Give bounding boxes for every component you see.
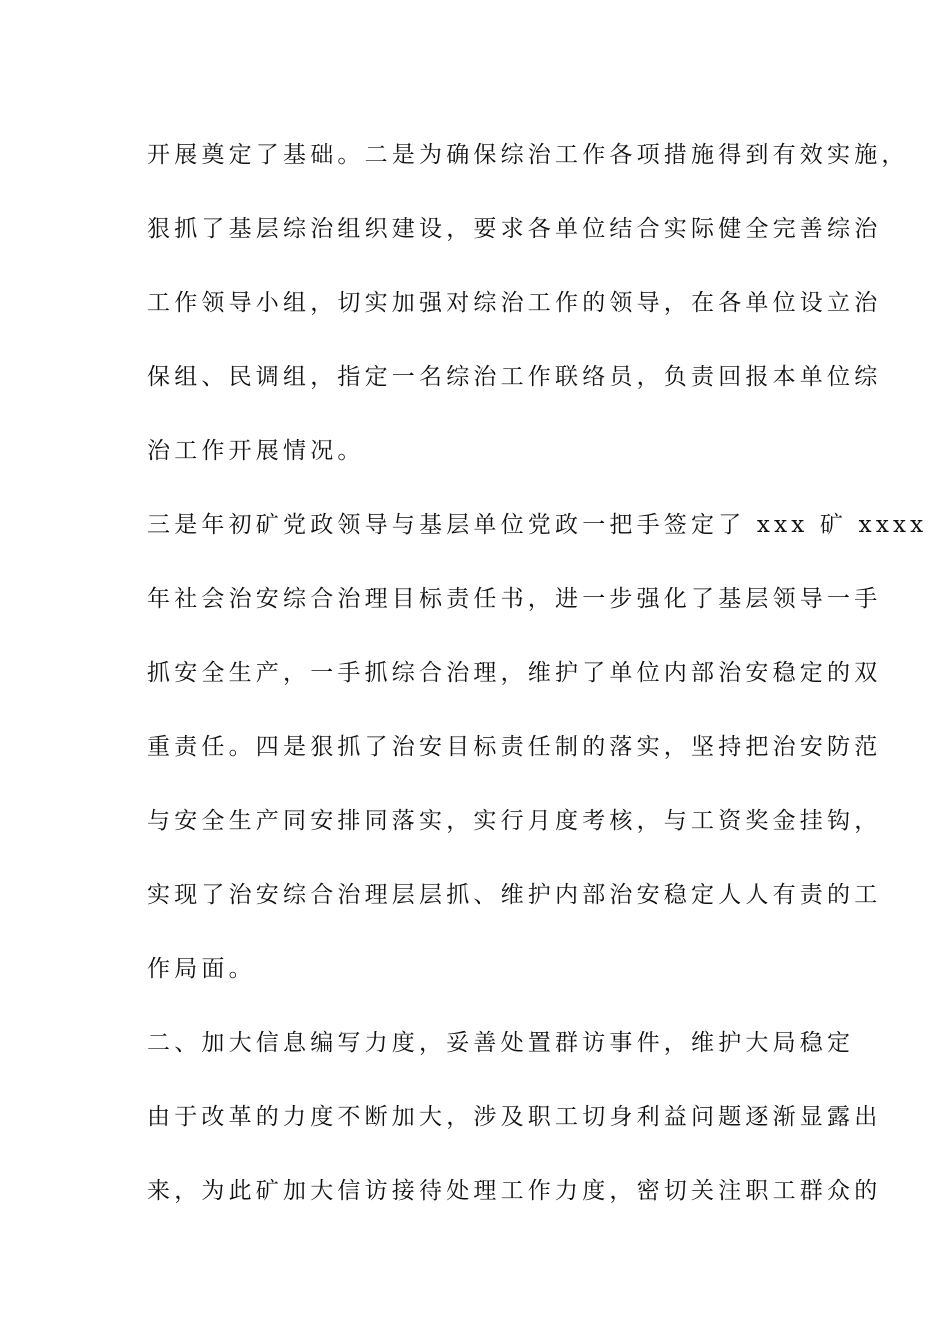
text-line: 由于改革的力度不断加大，涉及职工切身利益问题逐渐显露出 xyxy=(147,1104,882,1130)
text-line: 保组、民调组，指定一名综治工作联络员，负责回报本单位综 xyxy=(147,364,882,390)
text-line: 年社会治安综合治理目标责任书，进一步强化了基层领导一手 xyxy=(147,586,882,612)
text-line: 重责任。四是狠抓了治安目标责任制的落实，坚持把治安防范 xyxy=(147,734,882,760)
section-heading: 二、加大信息编写力度，妥善处置群访事件，维护大局稳定 xyxy=(147,1030,855,1056)
text-line: 三是年初矿党政领导与基层单位党政一把手签定了 xxx 矿 xxxx xyxy=(147,512,928,538)
text-line: 实现了治安综合治理层层抓、维护内部治安稳定人人有责的工 xyxy=(147,882,882,908)
text-line: 作局面。 xyxy=(147,956,256,982)
text-line: 工作领导小组，切实加强对综治工作的领导，在各单位设立治 xyxy=(147,290,882,316)
text-line: 治工作开展情况。 xyxy=(147,438,365,464)
text-line: 与安全生产同安排同落实，实行月度考核，与工资奖金挂钩， xyxy=(147,808,882,834)
text-line: 来，为此矿加大信访接待处理工作力度，密切关注职工群众的 xyxy=(147,1178,882,1204)
text-line: 狠抓了基层综治组织建设，要求各单位结合实际健全完善综治 xyxy=(147,216,882,242)
text-line: 抓安全生产，一手抓综合治理，维护了单位内部治安稳定的双 xyxy=(147,660,882,686)
text-line: 开展奠定了基础。二是为确保综治工作各项措施得到有效实施， xyxy=(147,142,909,168)
